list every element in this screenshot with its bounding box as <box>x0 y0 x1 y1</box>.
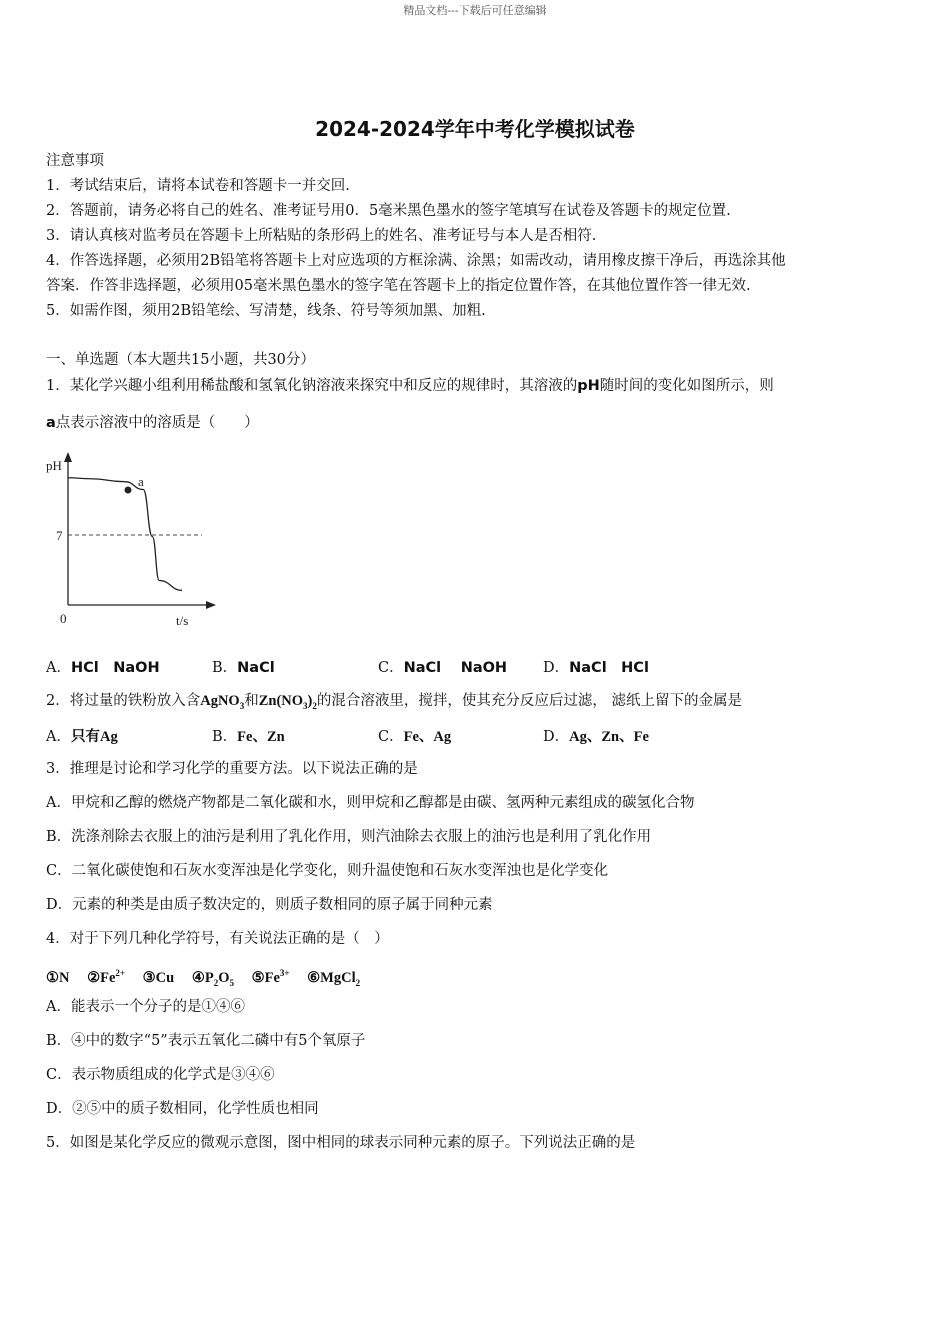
question-5-stem: 5．如图是某化学反应的微观示意图，图中相同的球表示同种元素的原子。下列说法正确的是 <box>46 1135 636 1151</box>
symbol-sub: 2 <box>355 977 361 988</box>
q1-text: 点表示溶液中的溶质是（ ） <box>55 415 259 431</box>
page-title: 2024-2024学年中考化学模拟试卷 <box>315 117 635 141</box>
q2-text: 和 <box>244 693 259 709</box>
option-letter: D． <box>543 660 570 676</box>
q2-sub: 2 <box>312 700 317 711</box>
option-text: Fe、Ag <box>403 729 452 745</box>
symbol-1: ①N <box>46 969 70 986</box>
notice-item: 3．请认真核对监考员在答题卡上所粘贴的条形码上的姓名、准考证号与本人是否相符. <box>46 228 597 244</box>
symbol-text: ②Fe <box>87 969 116 986</box>
q1-ph: pH <box>577 378 600 394</box>
y-axis-label: pH <box>46 458 62 473</box>
question-1-stem <box>46 375 774 397</box>
q4-option-b[interactable]: B．④中的数字“5”表示五氧化二磷中有5个氧原子 <box>46 1033 366 1049</box>
q3-option-b[interactable]: B．洗涤剂除去衣服上的油污是利用了乳化作用，则汽油除去衣服上的油污也是利用了乳化作用 <box>46 829 652 845</box>
q1-option-b[interactable] <box>212 656 275 677</box>
symbol-sup: 2+ <box>115 968 126 978</box>
q2-formula: AgNO <box>200 693 240 709</box>
x-axis-arrow <box>206 601 216 609</box>
q2-option-a[interactable] <box>46 725 118 746</box>
ph-chart <box>40 448 230 633</box>
q4-option-a[interactable]: A．能表示一个分子的是①④⑥ <box>46 999 245 1015</box>
notice-item: 1．考试结束后，请将本试卷和答题卡一并交回. <box>46 178 350 194</box>
q2-text: 的混合溶液里，搅拌，使其充分反应后过滤， 滤纸上留下的金属是 <box>316 693 742 709</box>
option-text: 只有Ag <box>70 729 118 745</box>
ph-curve <box>68 478 182 591</box>
option-letter: B． <box>212 660 238 676</box>
q1-text: 1．某化学兴趣小组利用稀盐酸和氢氧化钠溶液来探究中和反应的规律时，其溶液的 <box>46 378 578 394</box>
option-text: Fe、Zn <box>237 729 285 745</box>
q1-point-a: a <box>46 415 56 431</box>
origin-label: 0 <box>60 611 67 626</box>
q4-option-c[interactable]: C．表示物质组成的化学式是③④⑥ <box>46 1067 275 1083</box>
symbol-4 <box>192 970 234 986</box>
q1-option-d[interactable] <box>543 656 649 677</box>
symbol-sup: 3+ <box>279 968 290 978</box>
option-text: HCl NaOH <box>70 660 160 676</box>
symbol-3: ③Cu <box>142 969 175 986</box>
q3-option-c[interactable]: C．二氧化碳使饱和石灰水变浑浊是化学变化，则升温使饱和石灰水变浑浊也是化学变化 <box>46 863 609 879</box>
q2-option-b[interactable] <box>212 725 285 746</box>
q2-formula: ) <box>307 693 313 709</box>
q2-text: 2．将过量的铁粉放入含 <box>46 693 201 709</box>
option-text: NaCl HCl <box>569 660 649 676</box>
symbol-2 <box>87 970 125 986</box>
option-text: Ag、Zn、Fe <box>569 729 649 745</box>
notice-item: 4．作答选择题，必须用2B铅笔将答题卡上对应选项的方框涂满、涂黑；如需改动，请用橡皮擦干净后，再选涂其他 <box>46 253 786 269</box>
q3-option-d[interactable]: D．元素的种类是由质子数决定的，则质子数相同的原子属于同种元素 <box>46 897 493 913</box>
section-heading: 一、单选题（本大题共15小题，共30分） <box>46 352 315 368</box>
q3-option-a[interactable]: A．甲烷和乙醇的燃烧产物都是二氧化碳和水，则甲烷和乙醇都是由碳、氢两种元素组成的碳氢化合物 <box>46 795 695 811</box>
q2-sub: 3 <box>239 700 245 711</box>
question-2-stem <box>46 690 742 717</box>
q2-option-c[interactable] <box>378 725 451 746</box>
option-letter: C． <box>378 660 404 676</box>
option-letter: D． <box>543 729 570 745</box>
q4-option-d[interactable]: D．②⑤中的质子数相同，化学性质也相同 <box>46 1101 319 1117</box>
point-a-label: a <box>138 474 144 489</box>
y-axis-arrow <box>64 452 72 462</box>
page-header: 精品文档---下载后可任意编辑 <box>403 4 547 17</box>
symbol-6 <box>307 970 360 986</box>
q2-option-d[interactable] <box>543 725 649 746</box>
option-text: NaCl <box>237 660 275 676</box>
notice-item: 答案．作答非选择题，必须用05毫米黑色墨水的签字笔在答题卡上的指定位置作答，在其他位置作答一律无效. <box>46 278 751 294</box>
question-1-stem-line2 <box>46 412 259 434</box>
q1-option-a[interactable] <box>46 656 160 677</box>
option-letter: C． <box>378 729 404 745</box>
notice-item: 5．如需作图，须用2B铅笔绘、写清楚，线条、符号等须加黑、加粗. <box>46 303 486 319</box>
symbol-text: ⑤Fe <box>251 969 280 986</box>
symbol-5 <box>252 970 290 986</box>
q1-text: 随时间的变化如图所示，则 <box>599 378 774 394</box>
q2-formula: Zn(NO <box>258 693 304 709</box>
notice-heading: 注意事项 <box>46 153 104 169</box>
notice-item: 2．答题前，请务必将自己的姓名、准考证号用0．5毫米黑色墨水的签字笔填写在试卷及答题卡的规定位置. <box>46 203 731 219</box>
question-4-stem: 4．对于下列几种化学符号，有关说法正确的是（ ） <box>46 931 389 947</box>
y-tick-7: 7 <box>56 528 63 543</box>
x-axis-label: t/s <box>176 613 189 628</box>
symbol-text: ⑥MgCl <box>307 969 356 986</box>
option-letter: A． <box>46 729 71 745</box>
option-letter: B． <box>212 729 238 745</box>
symbol-sub: 5 <box>229 977 234 988</box>
q4-symbols <box>46 962 360 994</box>
question-3-stem: 3．推理是讨论和学习化学的重要方法。以下说法正确的是 <box>46 761 418 777</box>
q1-option-c[interactable] <box>378 656 507 677</box>
point-a-marker <box>125 487 132 494</box>
symbol-sub: 2 <box>213 977 219 988</box>
symbol-text: O <box>218 969 230 986</box>
symbol-text: ④P <box>191 969 214 986</box>
option-text: NaCl NaOH <box>403 660 508 676</box>
option-letter: A． <box>46 660 71 676</box>
q2-sub: 3 <box>303 700 308 711</box>
